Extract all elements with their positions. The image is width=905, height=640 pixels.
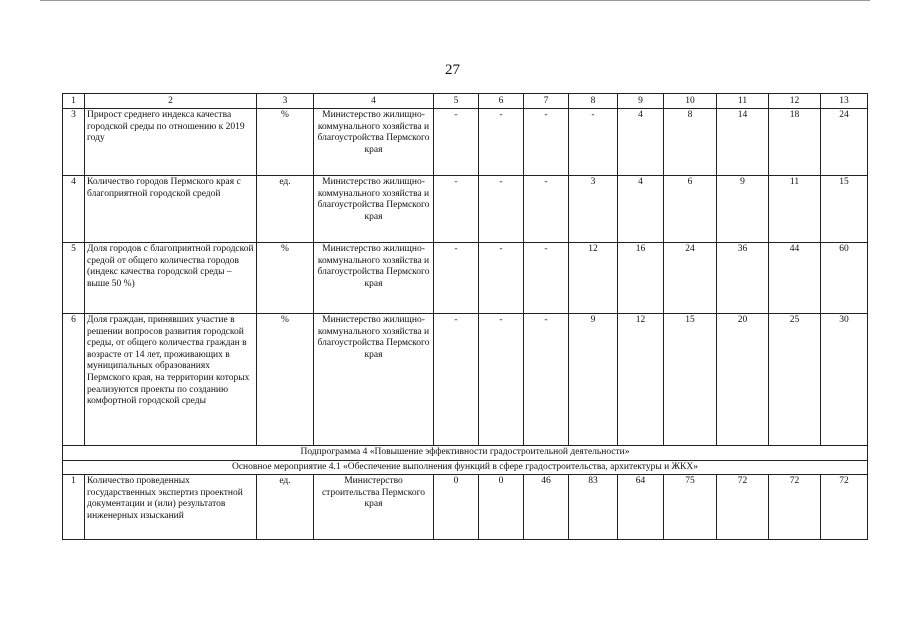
column-header: 9 [618, 94, 664, 109]
value-cell: 36 [717, 243, 769, 314]
value-cell: - [479, 243, 524, 314]
value-cell: 20 [717, 314, 769, 446]
value-cell: 3 [569, 176, 618, 243]
value-cell: 12 [618, 314, 664, 446]
responsible-ministry: Министерство жилищно-коммунального хозяйства и благоустройства Пермского края [314, 109, 434, 176]
column-header: 6 [479, 94, 524, 109]
column-header: 13 [821, 94, 868, 109]
value-cell: 0 [479, 475, 524, 540]
value-cell: 0 [434, 475, 479, 540]
value-cell: - [434, 243, 479, 314]
value-cell: 16 [618, 243, 664, 314]
table-row [63, 109, 868, 176]
value-cell: - [434, 314, 479, 446]
value-cell: - [434, 109, 479, 176]
value-cell: 72 [821, 475, 868, 540]
value-cell: 9 [717, 176, 769, 243]
table-row [63, 475, 868, 540]
value-cell: 14 [717, 109, 769, 176]
value-cell: 25 [769, 314, 821, 446]
value-cell: - [479, 314, 524, 446]
indicator-name: Прирост среднего индекса качества городской среды по отношению к 2019 году [85, 109, 257, 176]
indicator-name: Количество городов Пермского края с благоприятной городской средой [85, 176, 257, 243]
value-cell: 11 [769, 176, 821, 243]
value-cell: 72 [769, 475, 821, 540]
value-cell: 9 [569, 314, 618, 446]
page-number: 27 [445, 62, 460, 78]
value-cell: 75 [664, 475, 717, 540]
value-cell: - [434, 176, 479, 243]
value-cell: 30 [821, 314, 868, 446]
column-header: 8 [569, 94, 618, 109]
value-cell: 44 [769, 243, 821, 314]
row-number: 6 [63, 314, 85, 446]
indicator-name: Доля городов с благоприятной городской средой от общего количества городов (индекс качества городской среды – выше 50 %) [85, 243, 257, 314]
column-header: 10 [664, 94, 717, 109]
indicator-name: Количество проведенных государственных экспертиз проектной документации и (или) результатов инженерных изысканий [85, 475, 257, 540]
column-header: 1 [63, 94, 85, 109]
table-header-row [63, 94, 868, 109]
row-number: 1 [63, 475, 85, 540]
value-cell: 18 [769, 109, 821, 176]
responsible-ministry: Министерство строительства Пермского края [314, 475, 434, 540]
value-cell: - [524, 314, 569, 446]
column-header: 2 [85, 94, 257, 109]
value-cell: 4 [618, 176, 664, 243]
value-cell: 60 [821, 243, 868, 314]
column-header: 11 [717, 94, 769, 109]
column-header: 3 [257, 94, 314, 109]
responsible-ministry: Министерство жилищно-коммунального хозяйства и благоустройства Пермского края [314, 243, 434, 314]
indicator-name: Доля граждан, принявших участие в решении вопросов развития городской среды, от общего количества граждан в возрасте от 14 лет, проживающих в муниципальных образованиях Пермского края, на территории которых реализуются проекты по созданию комфортной городской среды [85, 314, 257, 446]
value-cell: 72 [717, 475, 769, 540]
column-header: 7 [524, 94, 569, 109]
column-header: 5 [434, 94, 479, 109]
value-cell: - [479, 109, 524, 176]
value-cell: 15 [664, 314, 717, 446]
value-cell: 24 [664, 243, 717, 314]
responsible-ministry: Министерство жилищно-коммунального хозяйства и благоустройства Пермского края [314, 314, 434, 446]
value-cell: 4 [618, 109, 664, 176]
value-cell: 46 [524, 475, 569, 540]
value-cell: 12 [569, 243, 618, 314]
value-cell: - [479, 176, 524, 243]
unit-cell: ед. [257, 176, 314, 243]
table-row [63, 243, 868, 314]
value-cell: 24 [821, 109, 868, 176]
responsible-ministry: Министерство жилищно-коммунального хозяйства и благоустройства Пермского края [314, 176, 434, 243]
value-cell: 83 [569, 475, 618, 540]
main-activity-heading-row [63, 460, 868, 475]
value-cell: - [569, 109, 618, 176]
table-row [63, 314, 868, 446]
column-header: 4 [314, 94, 434, 109]
subprogram-heading-row [63, 446, 868, 461]
value-cell: - [524, 109, 569, 176]
subprogram-heading: Подпрограмма 4 «Повышение эффективности градостроительной деятельности» [63, 446, 868, 461]
unit-cell: % [257, 314, 314, 446]
table-row [63, 176, 868, 243]
main-activity-heading: Основное мероприятие 4.1 «Обеспечение выполнения функций в сфере градостроительства, архитектуры и ЖКХ» [63, 460, 868, 475]
indicators-table [62, 93, 868, 540]
value-cell: 64 [618, 475, 664, 540]
value-cell: 6 [664, 176, 717, 243]
unit-cell: % [257, 109, 314, 176]
value-cell: 8 [664, 109, 717, 176]
row-number: 3 [63, 109, 85, 176]
row-number: 4 [63, 176, 85, 243]
row-number: 5 [63, 243, 85, 314]
value-cell: 15 [821, 176, 868, 243]
scan-top-edge-line [40, 0, 870, 1]
value-cell: - [524, 243, 569, 314]
column-header: 12 [769, 94, 821, 109]
unit-cell: % [257, 243, 314, 314]
value-cell: - [524, 176, 569, 243]
unit-cell: ед. [257, 475, 314, 540]
